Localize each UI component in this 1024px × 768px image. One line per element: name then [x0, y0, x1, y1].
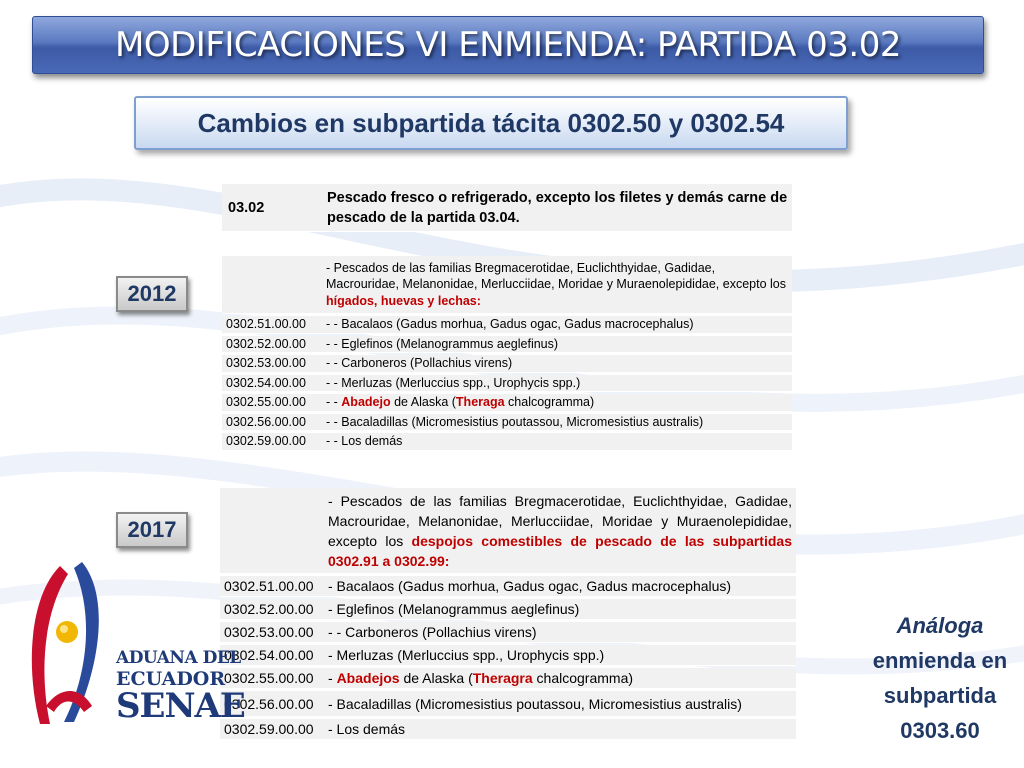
row-desc: - - Bacalaos (Gadus morhua, Gadus ogac, Gadus macrocephalus) — [323, 316, 792, 334]
intro-desc-2017 — [324, 488, 796, 574]
row-code: 0302.55.00.00 — [220, 668, 324, 689]
table-row — [220, 668, 796, 689]
intro-text-2017: - Pescados de las familias Bregmacerotidae, Euclichthyidae, Gadidae, Macrouridae, Melanonidae, Merlucciidae, Moridae y Muraenolepididae, excepto los — [328, 492, 792, 549]
intro-text-2012: - Pescados de las familias Bregmacerotidae, Euclichthyidae, Gadidae, Macrouridae, Melanonidae, Merlucciidae, Moridae y Muraenolepididae, excepto los — [326, 260, 786, 292]
row-code: 0302.52.00.00 — [220, 599, 324, 620]
heading-code: 03.02 — [222, 184, 323, 232]
table-row — [220, 599, 796, 620]
table-row — [220, 719, 796, 740]
row-code: 0302.56.00.00 — [222, 414, 323, 432]
intro-red-text-2012: hígados, huevas y lechas: — [326, 293, 481, 308]
row-desc-mid: de Alaska ( — [399, 670, 473, 686]
row-desc: - Merluzas (Merluccius spp., Urophycis spp.) — [324, 645, 796, 666]
year-badge-2012 — [116, 276, 188, 312]
table-row — [222, 355, 792, 373]
table-row — [220, 576, 796, 597]
row-desc: - Los demás — [324, 719, 796, 740]
row-desc-prefix: - — [328, 670, 337, 686]
table-row — [222, 375, 792, 393]
row-desc: - - Eglefinos (Melanogrammus aeglefinus) — [323, 336, 792, 354]
row-desc-red: Abadejos — [336, 670, 400, 686]
row-code: 0302.51.00.00 — [220, 576, 324, 597]
side-note — [850, 608, 1024, 748]
row-desc: - - Merluzas (Merluccius spp., Urophycis spp.) — [323, 375, 792, 393]
row-code: 0302.51.00.00 — [222, 316, 323, 334]
table-row-2017-intro — [220, 488, 796, 574]
row-desc — [324, 668, 796, 689]
table-row — [220, 691, 796, 717]
row-desc-red: Theraga — [455, 395, 505, 409]
table-row-2012-intro — [222, 256, 792, 314]
side-note-line4: 0303.60 — [900, 718, 980, 743]
row-desc-prefix: - - — [326, 395, 342, 409]
row-desc: - - Carboneros (Pollachius virens) — [323, 355, 792, 373]
table-row — [222, 394, 792, 412]
row-code: 0302.54.00.00 — [222, 375, 323, 393]
side-note-line3: subpartida — [883, 683, 997, 708]
row-desc-red: Theragra — [472, 670, 533, 686]
logo-emblem-icon — [20, 556, 120, 732]
row-desc: - - Los demás — [323, 433, 792, 451]
aduana-senae-logo — [20, 556, 245, 732]
subtitle-text: Cambios en subpartida tácita 0302.50 y 0302.54 — [197, 107, 785, 138]
intro-desc-2012 — [323, 256, 792, 314]
side-note-line1: Análoga — [896, 613, 984, 638]
row-desc-red: Abadejo — [341, 395, 391, 409]
logo-line2: ECUADOR — [116, 668, 226, 690]
table-row — [222, 336, 792, 354]
row-code: 0302.59.00.00 — [220, 719, 324, 740]
row-desc: - Bacaladillas (Micromesistius poutassou, Micromesistius australis) — [324, 691, 796, 717]
heading-table — [222, 182, 792, 234]
intro-code-cell-2012 — [222, 256, 323, 314]
row-desc-suffix: chalcogramma) — [532, 670, 634, 686]
row-desc: - - Carboneros (Pollachius virens) — [324, 622, 796, 643]
table-row — [220, 645, 796, 666]
intro-red-text-2017: despojos comestibles de pescado de las subpartidas 0302.91 a 0302.99: — [328, 532, 792, 569]
table-row — [220, 622, 796, 643]
table-row — [222, 433, 792, 451]
table-row — [222, 316, 792, 334]
row-desc: - Bacalaos (Gadus morhua, Gadus ogac, Gadus macrocephalus) — [324, 576, 796, 597]
row-code: 0302.53.00.00 — [222, 355, 323, 373]
intro-code-cell-2017 — [220, 488, 324, 574]
year-label-2017: 2017 — [127, 517, 177, 542]
subtitle-banner — [134, 96, 848, 150]
row-code: 0302.56.00.00 — [220, 691, 324, 717]
logo-line3: SENAE — [116, 686, 245, 726]
table-row — [222, 414, 792, 432]
row-code: 0302.54.00.00 — [220, 645, 324, 666]
row-code: 0302.53.00.00 — [220, 622, 324, 643]
side-note-line2: enmienda en — [872, 648, 1008, 673]
row-desc: - - Bacaladillas (Micromesistius poutassou, Micromesistius australis) — [323, 414, 792, 432]
row-desc — [323, 394, 792, 412]
heading-row — [222, 184, 792, 232]
year-badge-2017 — [116, 512, 188, 548]
row-desc-suffix: chalcogramma) — [504, 395, 595, 409]
slide-title: MODIFICACIONES VI ENMIENDA: PARTIDA 03.02 — [115, 25, 901, 65]
row-desc-mid: de Alaska ( — [390, 395, 456, 409]
row-code: 0302.52.00.00 — [222, 336, 323, 354]
heading-description: Pescado fresco o refrigerado, excepto los filetes y demás carne de pescado de la partida 03.04. — [323, 184, 792, 232]
table-2017 — [220, 486, 796, 742]
year-label-2012: 2012 — [127, 281, 177, 306]
row-desc: - Eglefinos (Melanogrammus aeglefinus) — [324, 599, 796, 620]
logo-line1: ADUANA DEL — [116, 648, 241, 668]
row-code: 0302.55.00.00 — [222, 394, 323, 412]
slide-title-banner — [32, 16, 984, 74]
row-code: 0302.59.00.00 — [222, 433, 323, 451]
table-2012 — [222, 254, 792, 453]
